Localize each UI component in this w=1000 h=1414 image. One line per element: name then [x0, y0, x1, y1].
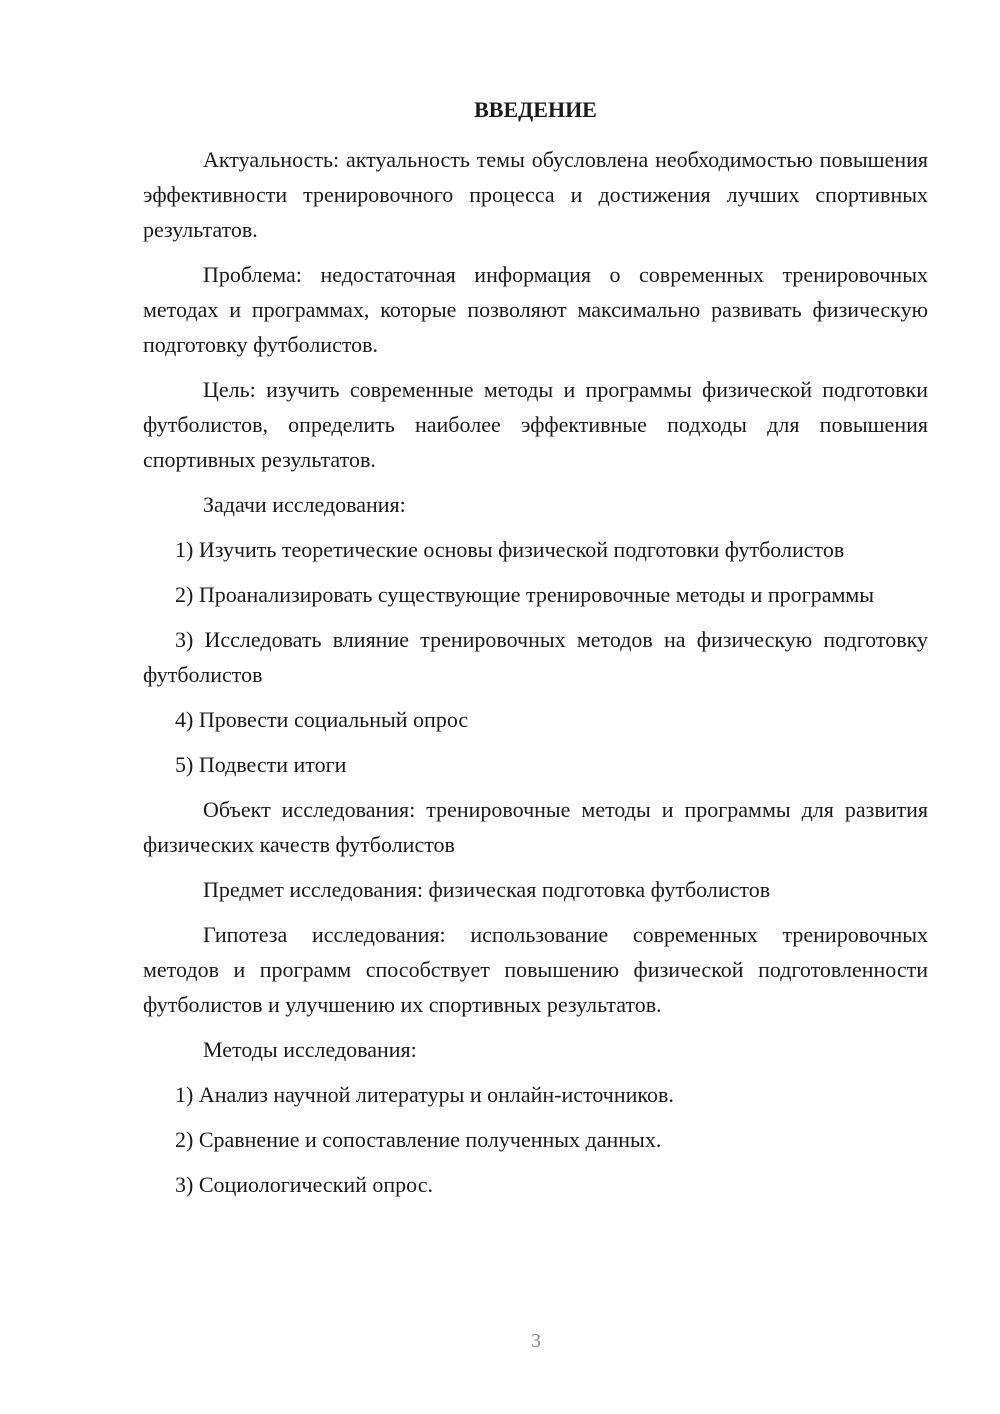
- tasks-heading: Задачи исследования:: [203, 492, 406, 517]
- goal-paragraph: Цель: изучить современные методы и программы физической подготовки футболистов, определить наиболее эффективные подходы для повышения спортивных результатов.: [143, 377, 928, 472]
- task-item-2: 2) Проанализировать существующие тренировочные методы и программы: [175, 582, 875, 607]
- method-item-3: 3) Социологический опрос.: [175, 1172, 433, 1197]
- object-paragraph: Объект исследования: тренировочные методы и программы для развития физических качеств футболистов: [143, 797, 928, 857]
- methods-heading: Методы исследования:: [203, 1037, 417, 1062]
- hypothesis-paragraph: Гипотеза исследования: использование современных тренировочных методов и программ способствует повышению физической подготовленности футболистов и улучшению их спортивных результатов.: [143, 922, 928, 1017]
- task-item-3: 3) Исследовать влияние тренировочных методов на физическую подготовку футболистов: [143, 627, 928, 687]
- document-page: [143, 95, 928, 1212]
- page-number: 3: [531, 1330, 541, 1352]
- document-title: ВВЕДЕНИЕ: [474, 97, 597, 122]
- task-item-5: 5) Подвести итоги: [175, 752, 347, 777]
- task-item-4: 4) Провести социальный опрос: [175, 707, 469, 732]
- relevance-paragraph: Актуальность: актуальность темы обусловлена необходимостью повышения эффективности тренировочного процесса и достижения лучших спортивных результатов.: [143, 147, 928, 242]
- method-item-2: 2) Сравнение и сопоставление полученных данных.: [175, 1127, 662, 1152]
- method-item-1: 1) Анализ научной литературы и онлайн-источников.: [175, 1082, 674, 1107]
- task-item-1: 1) Изучить теоретические основы физической подготовки футболистов: [175, 537, 845, 562]
- subject-paragraph: Предмет исследования: физическая подготовка футболистов: [203, 877, 771, 902]
- problem-paragraph: Проблема: недостаточная информация о современных тренировочных методах и программах, которые позволяют максимально развивать физическую подготовку футболистов.: [143, 262, 928, 357]
